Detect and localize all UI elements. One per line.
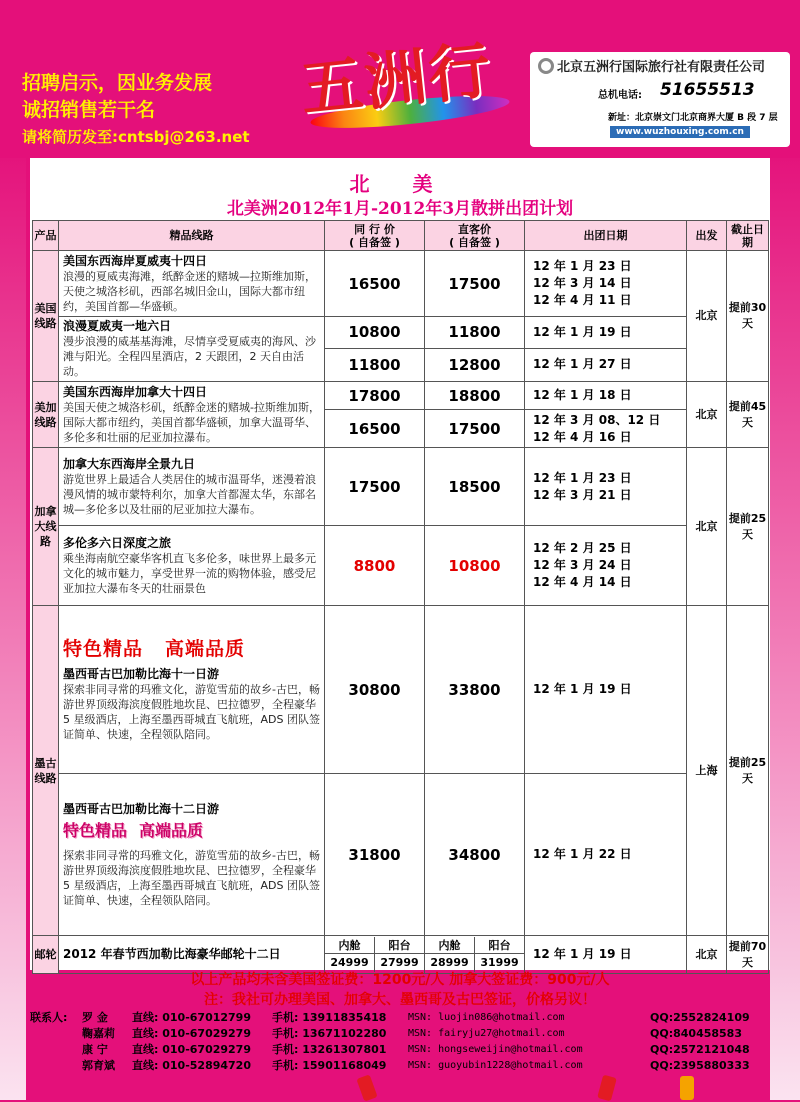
route-cell: [59, 774, 325, 936]
col-route: 精品线路: [59, 221, 325, 251]
route-cell: [59, 251, 325, 317]
contact-msn[interactable]: MSN: guoyubin1228@hotmail.com: [408, 1060, 583, 1071]
direct-price: 18800: [425, 382, 525, 410]
right-gradient: [770, 140, 800, 1100]
contact-row: [30, 1010, 770, 1026]
date: 12 年 1 月 22 日: [525, 774, 687, 936]
peer-price: 30800: [325, 606, 425, 774]
address: 新址：北京崇文门北京商界大厦 B 段 7 层: [608, 113, 778, 123]
date: 12 年 3 月 08、12 日: [533, 412, 661, 427]
route-title: 加拿大东西海岸全景九日: [63, 456, 196, 471]
date: 12 年 4 月 11 日: [533, 293, 632, 307]
deadline-25: 提前25天: [727, 606, 769, 936]
contact-tel: 直线: 010-67012799: [132, 1011, 251, 1024]
direct-price: 12800: [425, 348, 525, 381]
route-title: 多伦多六日深度之旅: [63, 535, 172, 550]
table-row: [33, 448, 769, 526]
date: 12 年 2 月 25 日: [533, 541, 632, 555]
slogan: 特色精品 高端品质: [63, 637, 246, 660]
direct-inner: 28999: [430, 956, 469, 969]
route-title: 浪漫夏威夷一地六日: [63, 319, 172, 333]
direct-price: 11800: [425, 317, 525, 349]
direct-price: 34800: [425, 774, 525, 936]
route-title: 墨西哥古巴加勒比海十二日游: [63, 801, 220, 816]
peer-price: 17500: [325, 448, 425, 526]
deadline-25: 提前25天: [727, 448, 769, 606]
recruit-notice: [22, 70, 250, 151]
page-title: 北 美: [349, 172, 451, 196]
peer-price: 11800: [325, 348, 425, 381]
logo-text: 五洲行: [297, 33, 496, 126]
route-desc: 乘坐海南航空豪华客机直飞多伦多，味世界上最多元文化的城市魅力，享受世界一流的购物体验，感受尼亚加拉大瀑布冬天的壮丽景色: [63, 551, 316, 595]
phone-number: 51655513: [660, 80, 755, 100]
section-usca: 美加线路: [33, 382, 59, 448]
peer-price: 10800: [325, 317, 425, 349]
recruit-line2: 诚招销售若干名: [22, 99, 156, 121]
contact-mobile: 手机: 15901168049: [272, 1059, 387, 1072]
deadline-45: 提前45天: [727, 382, 769, 448]
contact-tel: 直线: 010-52894720: [132, 1059, 251, 1072]
peer-price: 16500: [325, 251, 425, 317]
col-deadline: 截止日期: [727, 221, 769, 251]
company-logo-icon: [538, 58, 554, 74]
contact-qq: QQ:2572121048: [650, 1043, 750, 1056]
contact-name: 郭育斌: [82, 1059, 115, 1072]
depart-beijing: 北京: [687, 251, 727, 382]
inner-label: 内舱: [325, 937, 374, 954]
table-row: [33, 774, 769, 936]
table-row: [33, 251, 769, 317]
col-depart: 出发: [687, 221, 727, 251]
route-cell: [59, 382, 325, 448]
website[interactable]: www.wuzhouxing.com.cn: [610, 126, 750, 138]
route-cell: [59, 526, 325, 606]
contact-tel: 直线: 010-67029279: [132, 1043, 251, 1056]
section-usa: 美国线路: [33, 251, 59, 382]
header: [0, 0, 800, 158]
slogan: 特色精品 高端品质: [63, 820, 204, 840]
depart-shanghai: 上海: [687, 606, 727, 936]
date: 12 年 1 月 23 日: [533, 259, 632, 273]
section-canada: 加拿大线路: [33, 448, 59, 606]
peer-balcony: 27999: [374, 954, 424, 972]
phone-label: 总机电话:: [598, 90, 642, 101]
direct-price: 18500: [425, 448, 525, 526]
route-cell: [59, 936, 325, 974]
table-header-row: [33, 221, 769, 251]
direct-price: 17500: [425, 251, 525, 317]
route-desc: 浪漫的夏威夷海滩，纸醉金迷的赌城—拉斯维加斯，天使之城洛杉矶，西部名城旧金山，国际大都市纽约，美国首都—华盛顿。: [63, 269, 316, 313]
dates-cell: [525, 410, 687, 448]
spacer: [30, 1026, 82, 1042]
firecracker-icon: [356, 1074, 377, 1101]
visa-fee-note: 以上产品均未含美国签证费：1200元/人 加拿大签证费：900元/人: [190, 972, 610, 988]
balcony-label: 阳台: [374, 937, 424, 954]
direct-price: 17500: [425, 410, 525, 448]
split-labels: [325, 937, 424, 954]
recruit-line1: 招聘启示，因业务发展: [22, 72, 213, 94]
date: 12 年 4 月 14 日: [533, 575, 632, 589]
company-info: [530, 52, 790, 147]
contact-msn[interactable]: MSN: hongseweijin@hotmail.com: [408, 1044, 583, 1055]
company-name: 北京五洲行国际旅行社有限责任公司: [538, 56, 765, 75]
route-desc: 探索非同寻常的玛雅文化，游览雪茄的故乡-古巴，畅游世界顶级海滨度假胜地坎昆、巴拉德罗，全程豪华 5 星级酒店，上海至墨西哥城直飞航班，ADS 团队签证简单、快速，全程领队陪同。: [63, 848, 320, 907]
section-cruise: 邮轮: [33, 936, 59, 974]
firecracker-icon: [597, 1075, 617, 1102]
contact-qq: QQ:2395880333: [650, 1059, 750, 1072]
route-cell: [59, 448, 325, 526]
date: 12 年 3 月 24 日: [533, 558, 632, 572]
peer-price: 8800: [325, 526, 425, 606]
date: 12 年 1 月 23 日: [533, 470, 632, 485]
direct-price: 10800: [425, 526, 525, 606]
firecracker-icon: [680, 1076, 694, 1100]
split-labels: [425, 937, 524, 954]
route-desc: 探索非同寻常的玛雅文化，游览雪茄的故乡-古巴，畅游世界顶级海滨度假胜地坎昆、巴拉德罗，全程豪华 5 星级酒店，上海至墨西哥城直飞航班，ADS 团队签证简单、快速，全程领队陪同。: [63, 682, 320, 741]
table-row: [33, 606, 769, 774]
tour-plan-card: [30, 158, 770, 970]
contact-name: 康 宁: [82, 1043, 108, 1056]
contact-mobile: 手机: 13911835418: [272, 1011, 387, 1024]
contact-tel: 直线: 010-67029279: [132, 1027, 251, 1040]
inner-label: 内舱: [425, 937, 474, 954]
peer-inner: 24999: [330, 956, 369, 969]
route-title: 墨西哥古巴加勒比海十一日游: [63, 666, 220, 681]
section-mexico: 墨古线路: [33, 606, 59, 936]
contact-name: 鞠嘉莉: [82, 1027, 115, 1040]
contact-mobile: 手机: 13671102280: [272, 1027, 387, 1040]
route-title: 美国东西海岸夏威夷十四日: [63, 253, 208, 268]
page-subtitle: 北美洲2012年1月-2012年3月散拼出团计划: [226, 199, 574, 219]
date: 12 年 3 月 21 日: [533, 487, 632, 502]
contact-row: [30, 1042, 770, 1058]
route-title: 美国东西海岸加拿大十四日: [63, 384, 208, 399]
contact-msn[interactable]: MSN: luojin086@hotmail.com: [408, 1012, 565, 1023]
deadline-30: 提前30天: [727, 251, 769, 382]
contact-name: 罗 金: [82, 1011, 108, 1024]
direct-balcony: 31999: [474, 954, 524, 972]
contact-qq: QQ:840458583: [650, 1027, 742, 1040]
date: 12 年 4 月 16 日: [533, 429, 632, 444]
route-desc: 漫步浪漫的威基基海滩，尽情享受夏威夷的海风、沙滩与阳光。全程四星酒店，2 天跟团，2 天自由活动。: [63, 335, 316, 378]
route-cell: [59, 317, 325, 382]
contact-qq: QQ:2552824109: [650, 1011, 750, 1024]
peer-price-cell: [325, 936, 425, 974]
logo: [297, 30, 530, 140]
direct-price-cell: [425, 936, 525, 974]
col-dates: 出团日期: [525, 221, 687, 251]
contacts: [30, 1010, 770, 1074]
depart-beijing: 北京: [687, 936, 727, 974]
left-gradient: [0, 140, 26, 1100]
date: 12 年 1 月 19 日: [525, 936, 687, 974]
visa-notes: [0, 970, 800, 1010]
contacts-label: 联系人:: [30, 1011, 68, 1024]
table-row: [33, 936, 769, 974]
date: 12 年 1 月 18 日: [525, 382, 687, 410]
tour-table: [32, 220, 769, 974]
contact-row: [30, 1058, 770, 1074]
direct-price: 33800: [425, 606, 525, 774]
route-desc: 美国天使之城洛杉矶，纸醉金迷的赌城-拉斯维加斯，国际大都市纽约，美国首都华盛顿，加拿大温哥华、多伦多和壮丽的尼亚加拉瀑布。: [63, 400, 320, 444]
spacer: [30, 1058, 82, 1074]
dates-cell: [525, 526, 687, 606]
route-cell: [59, 606, 325, 774]
spacer: [30, 1042, 82, 1058]
date: 12 年 1 月 19 日: [525, 606, 687, 774]
contact-mobile: 手机: 13261307801: [272, 1043, 387, 1056]
dates-cell: [525, 251, 687, 317]
table-row: [33, 526, 769, 606]
contact-row: [30, 1026, 770, 1042]
date: 12 年 1 月 19 日: [525, 317, 687, 349]
col-peer-price: 同 行 价 ( 自备签 ): [325, 221, 425, 251]
col-direct-price: 直客价 ( 自备签 ): [425, 221, 525, 251]
balcony-label: 阳台: [474, 937, 524, 954]
recruit-email: 请将简历发至:cntsbj@263.net: [22, 128, 250, 146]
route-title: 2012 年春节西加勒比海豪华邮轮十二日: [63, 947, 281, 961]
contact-msn[interactable]: MSN: fairyju27@hotmail.com: [408, 1028, 565, 1039]
peer-price: 17800: [325, 382, 425, 410]
table-row: [33, 382, 769, 410]
date: 12 年 1 月 27 日: [525, 348, 687, 381]
table-row: [33, 317, 769, 349]
depart-beijing: 北京: [687, 382, 727, 448]
route-desc: 游览世界上最适合人类居住的城市温哥华，迷漫着浪漫风情的城市蒙特利尔，加拿大首都渥太华，东部名城—多伦多以及壮丽的尼亚加拉大瀑布。: [63, 472, 316, 516]
date: 12 年 3 月 14 日: [533, 276, 632, 290]
col-product: 产品: [33, 221, 59, 251]
visa-service-note: 注：我社可办理美国、加拿大、墨西哥及古巴签证，价格另议！: [204, 992, 596, 1008]
deadline-70: 提前70天: [727, 936, 769, 974]
peer-price: 31800: [325, 774, 425, 936]
depart-beijing: 北京: [687, 448, 727, 606]
dates-cell: [525, 448, 687, 526]
peer-price: 16500: [325, 410, 425, 448]
